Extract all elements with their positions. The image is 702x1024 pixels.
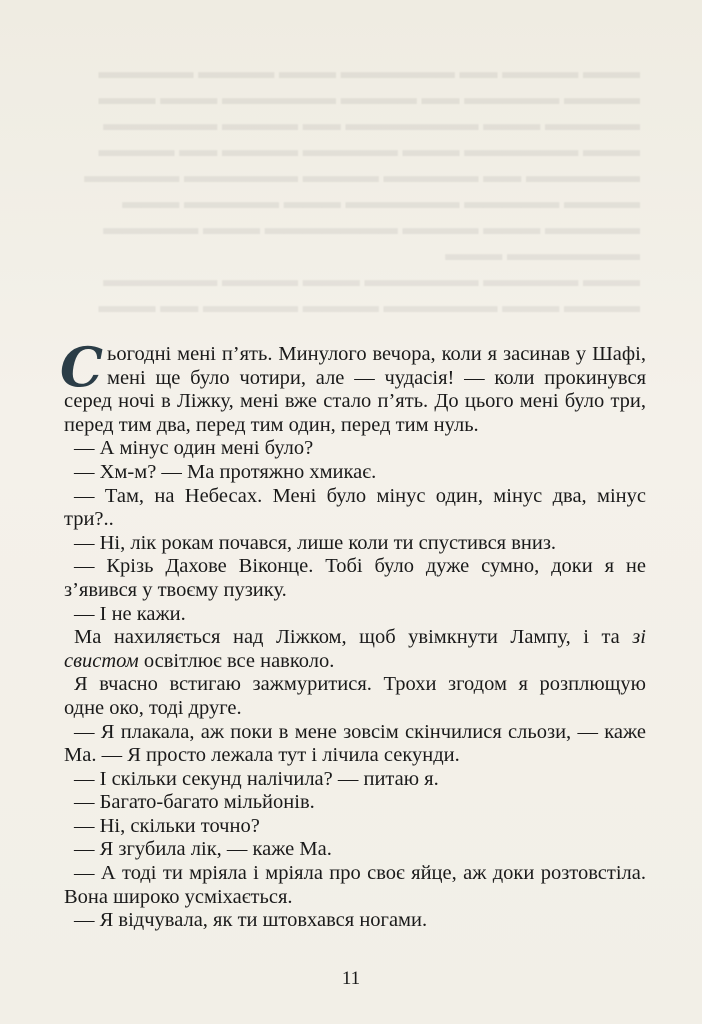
paragraph-text-pre: Ма нахиляється над Ліжком, щоб увімкнути Лампу, і та xyxy=(74,626,633,649)
drop-cap-letter: С xyxy=(60,335,103,399)
paragraph: — І скільки секунд налічила? — питаю я. xyxy=(74,767,439,790)
body-text xyxy=(60,335,646,933)
paragraph: Я вчасно встигаю зажмуритися. Трохи згодом я розплющую одне око, тоді друге. xyxy=(64,673,646,719)
paragraph: — Крізь Дахове Віконце. Тобі було дуже сумно, доки я не з’явився у твоєму пузику. xyxy=(64,555,646,601)
paragraph: — Ні, скільки точно? xyxy=(74,814,260,837)
paragraph-text-post: освітлює все навколо. xyxy=(138,649,335,672)
paragraph-text: ьогодні мені п’ять. Минулого вечора, коли я засинав у Шафі, мені ще було чотири, але — чудасія! — коли прокинувся серед ночі в Ліжку, мені вже стало п’ять. До цього мені було три, перед тим два, перед тим один, перед тим нуль. xyxy=(64,343,646,436)
paragraph: — І не кажи. xyxy=(74,602,186,625)
paragraph: — Я згубила лік, — каже Ма. xyxy=(74,838,332,861)
paragraph: — А мінус один мені було? xyxy=(74,437,314,460)
paragraph-text-italic: зі свистом xyxy=(64,626,646,672)
paragraph: — Хм-м? — Ма протяжно хмикає. xyxy=(74,460,377,483)
paragraph: — Ні, лік рокам почався, лише коли ти спустився вниз. xyxy=(74,531,557,554)
paragraph: — Там, на Небесах. Мені було мінус один, мінус два, мінус три?.. xyxy=(64,484,646,531)
paragraph-lamp xyxy=(64,626,646,673)
paragraph: — Я відчувала, як ти штовхався ногами. xyxy=(74,909,428,932)
paragraph: — Багато-багато мільйонів. xyxy=(74,791,315,814)
paragraph-opening xyxy=(60,335,646,437)
bleed-through-texture: ▬▬▬ ▬▬▬▬ ▬▬ ▬▬▬▬▬▬ ▬▬▬ ▬▬▬▬ ▬▬▬▬▬ ▬▬▬▬ ▬▬▬▬▬ ▬▬ ▬▬▬▬ ▬▬▬▬▬▬ ▬▬▬ ▬▬▬ ▬▬▬▬▬ ▬▬▬ ▬▬▬▬▬▬▬ ▬▬ ▬▬▬▬ ▬▬▬▬▬▬ ▬▬▬ ▬▬▬▬▬▬ ▬▬▬ ▬▬▬▬▬ ▬▬▬▬ ▬▬ ▬▬▬▬ ▬▬▬▬▬▬ ▬▬ ▬▬▬▬▬ ▬▬▬▬ ▬▬▬▬▬▬ ▬▬▬▬▬ ▬▬▬▬ ▬▬▬▬▬ ▬▬▬▬▬▬ ▬▬▬ ▬▬▬▬▬ ▬▬▬ ▬▬▬▬▬ ▬▬▬ ▬▬▬▬ ▬▬▬▬▬▬▬ ▬▬▬ ▬▬▬▬▬ ▬▬▬▬▬▬▬ ▬▬▬ ▬▬▬ ▬▬▬▬▬ ▬▬▬▬▬▬ ▬▬▬ ▬▬▬▬ ▬▬▬▬▬▬ ▬▬▬▬ ▬▬▬ ▬▬▬▬▬▬ ▬▬▬▬ ▬▬▬▬▬ ▬▬ ▬▬▬ xyxy=(84,62,640,317)
paragraph: — А тоді ти мріяла і мріяла про своє яйце, аж доки розтовстіла. Вона широко усміхається. xyxy=(64,862,646,908)
page-number: 11 xyxy=(341,968,361,989)
paragraph: — Я плакала, аж поки в мене зовсім скінчилися сльози, — каже Ма. — Я просто лежала тут і лічила секунди. xyxy=(64,720,646,767)
